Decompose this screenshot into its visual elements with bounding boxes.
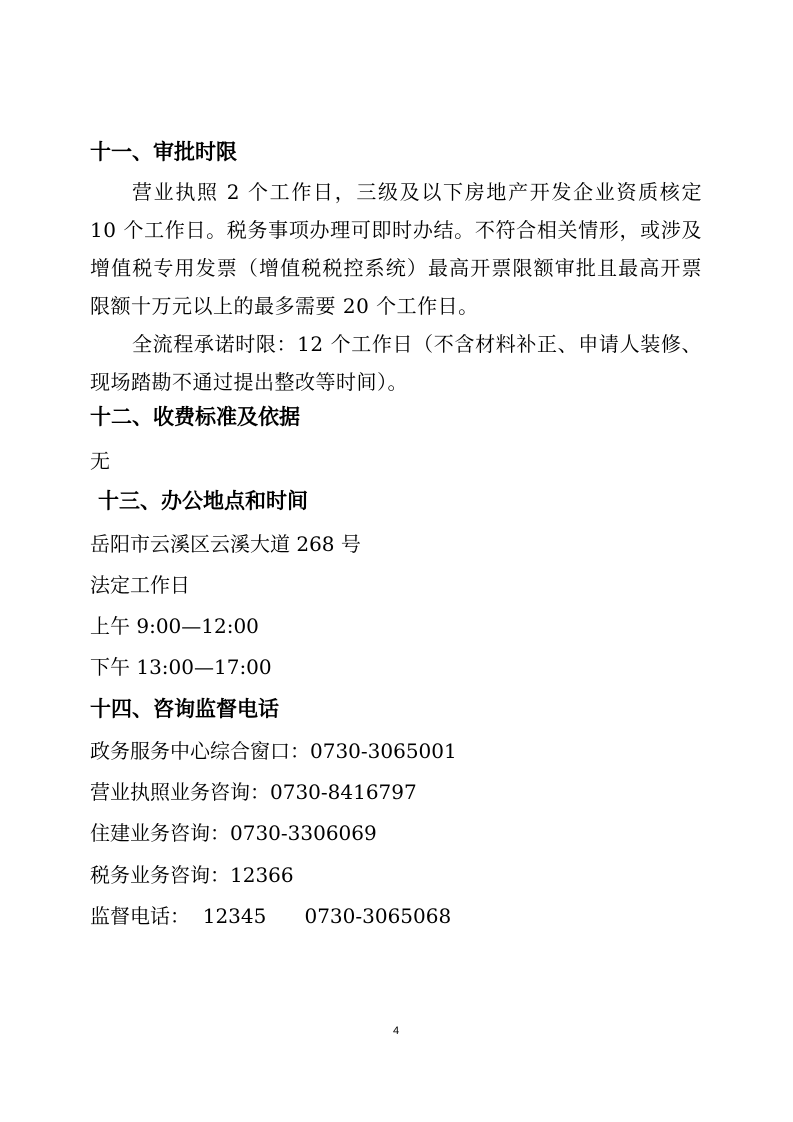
section-11-paragraph-2: 全流程承诺时限：12 个工作日（不含材料补正、申请人装修、现场踏勘不通过提出整改等时间）。 <box>90 332 702 394</box>
section-12-content: 无 <box>90 449 110 473</box>
phone-line-business-license: 营业执照业务咨询：0730-8416797 <box>90 780 417 804</box>
section-13-heading: 十三、办公地点和时间 <box>98 489 308 513</box>
office-days: 法定工作日 <box>90 573 190 597</box>
section-14-heading: 十四、咨询监督电话 <box>90 697 279 721</box>
section-11-heading: 十一、审批时限 <box>90 140 237 164</box>
office-hours-afternoon: 下午 13:00—17:00 <box>90 655 272 679</box>
section-11-paragraph-1: 营业执照 2 个工作日，三级及以下房地产开发企业资质核定 10 个工作日。税务事项办理可即时办结。不符合相关情形，或涉及增值税专用发票（增值税税控系统）最高开票限额审批且最高开票限额十万元以上的最多需要 20 个工作日。 <box>90 180 702 318</box>
office-hours-morning: 上午 9:00—12:00 <box>90 614 259 638</box>
phone-line-supervision: 监督电话： 12345 0730-3065068 <box>90 904 452 928</box>
section-12-heading: 十二、收费标准及依据 <box>90 405 300 429</box>
office-address: 岳阳市云溪区云溪大道 268 号 <box>90 532 361 556</box>
page-number: 4 <box>392 1025 400 1037</box>
phone-line-housing: 住建业务咨询：0730-3306069 <box>90 821 377 845</box>
phone-line-tax: 税务业务咨询：12366 <box>90 863 294 887</box>
phone-line-service-center: 政务服务中心综合窗口：0730-3065001 <box>90 739 457 763</box>
